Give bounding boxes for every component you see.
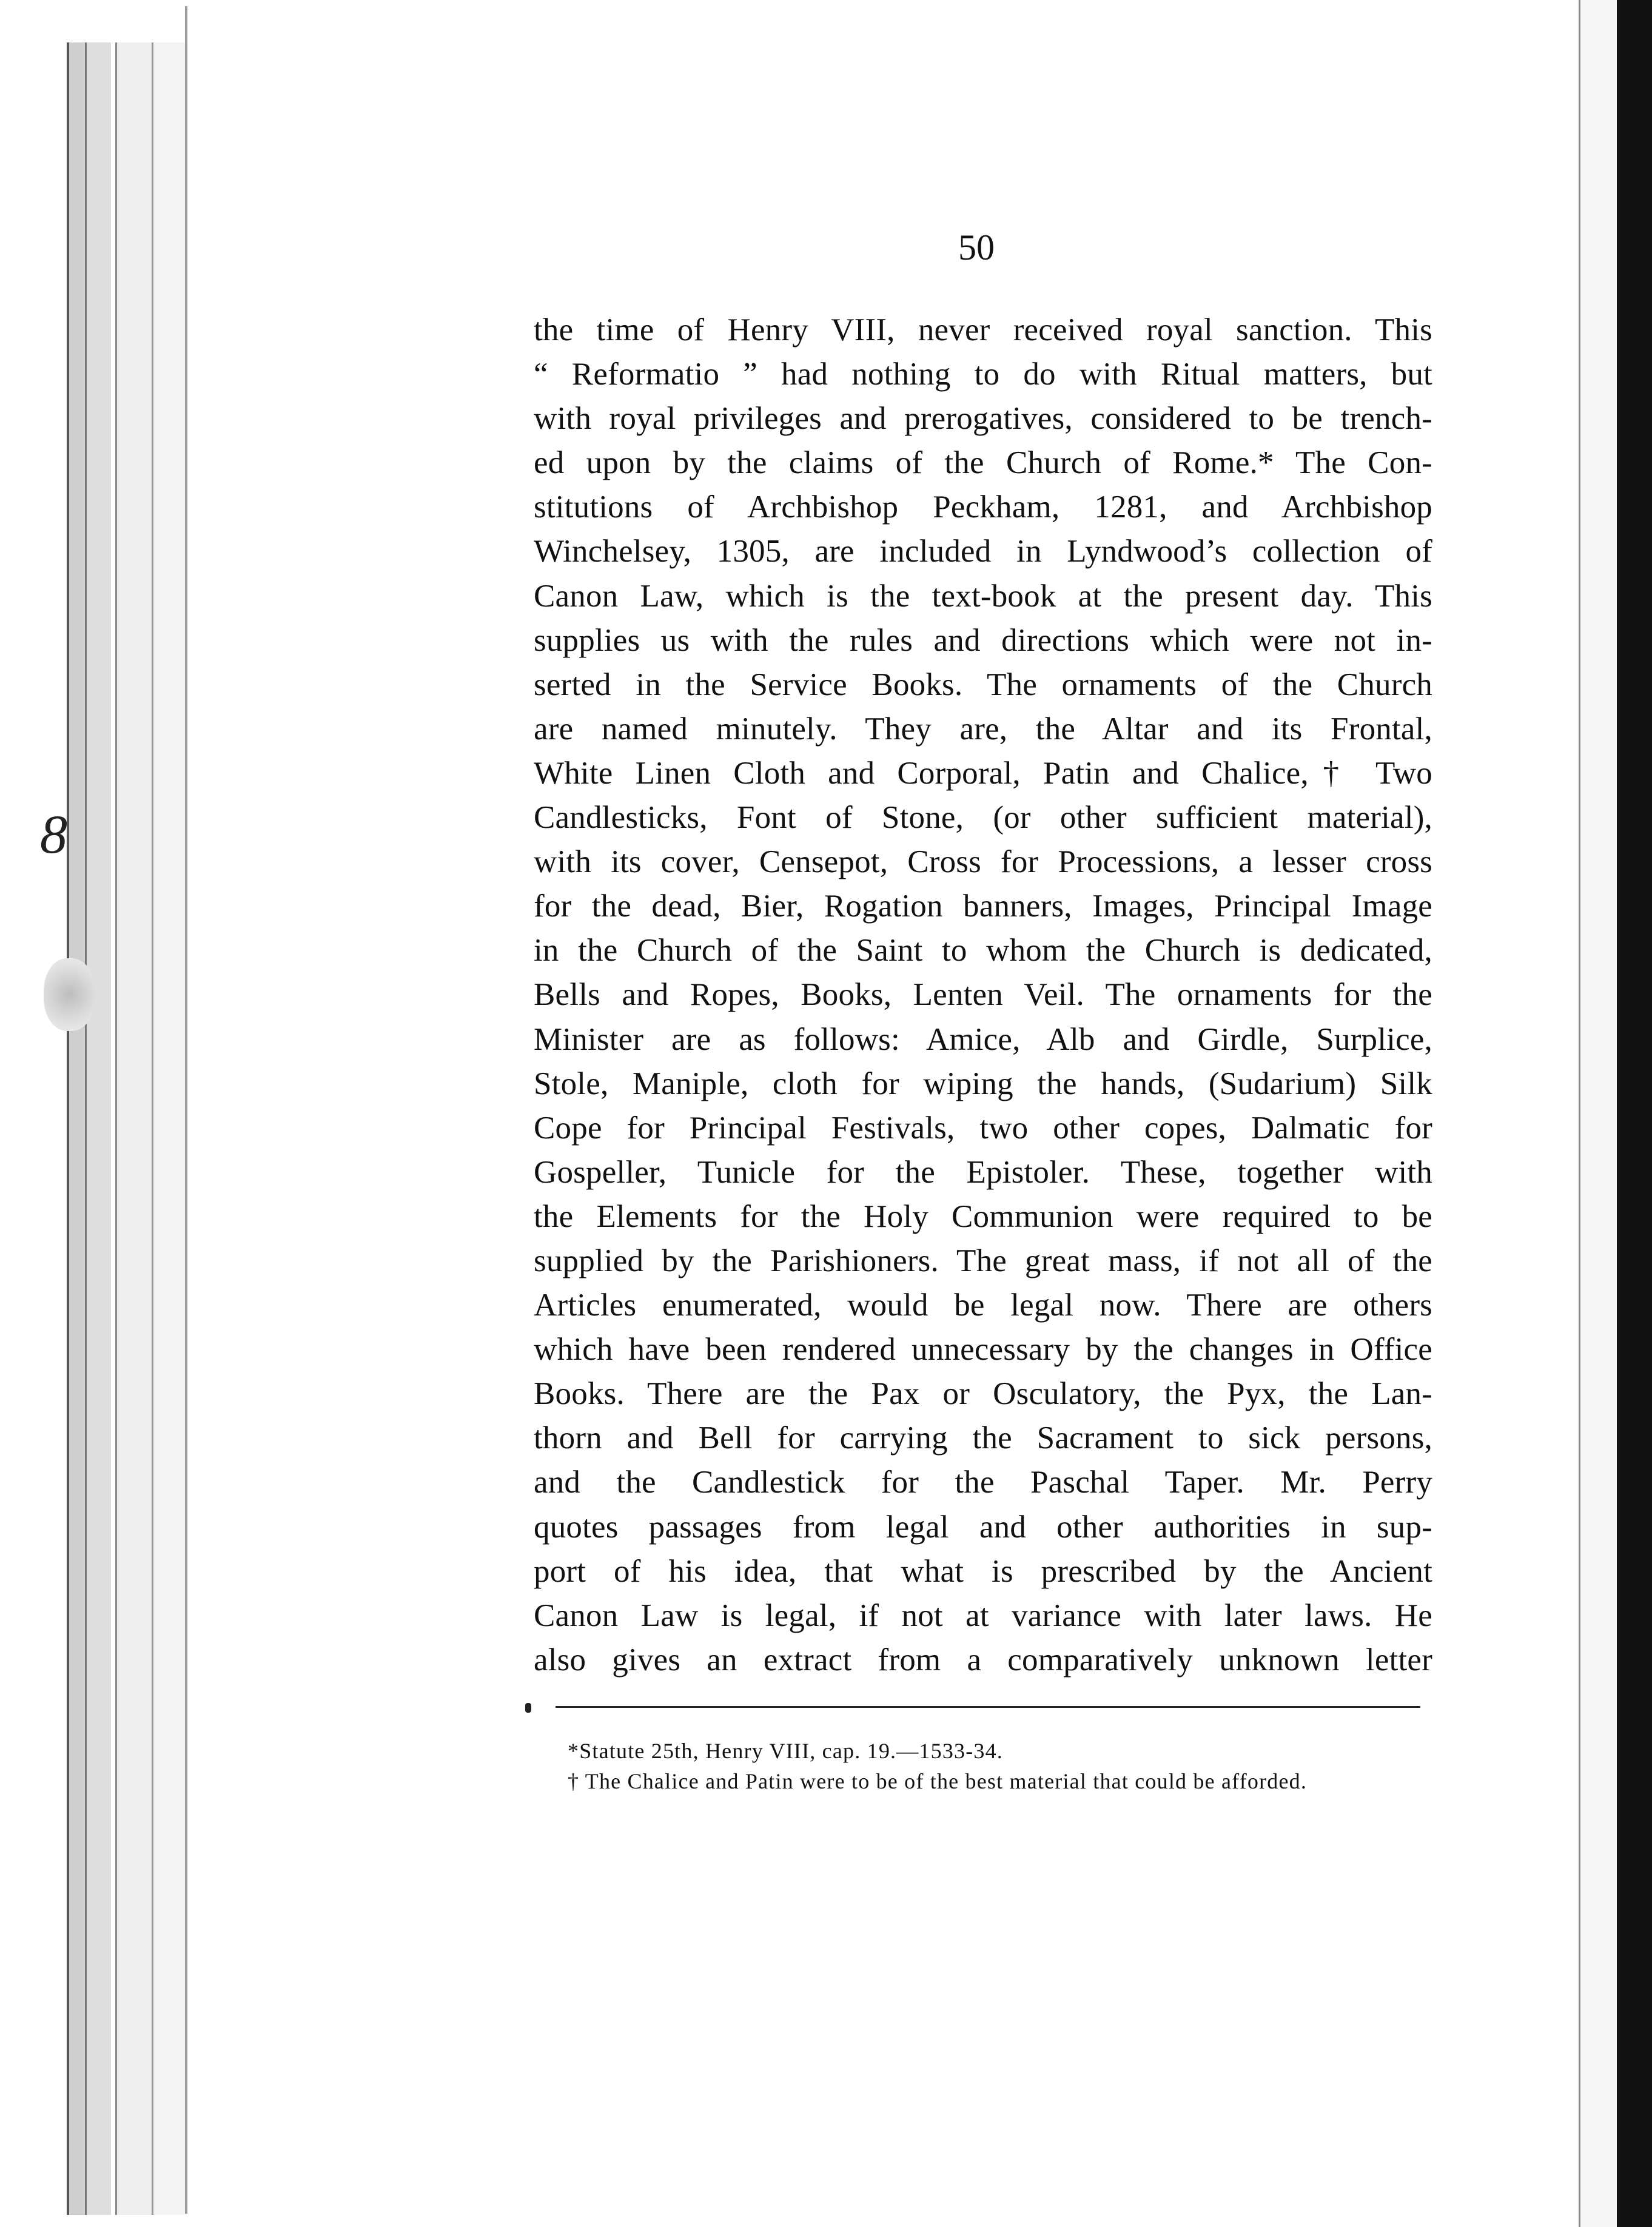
book-edge-strip <box>67 42 85 2215</box>
text-line: thorn and Bell for carrying the Sacrament to sick persons, <box>534 1420 1432 1456</box>
text-line: stitutions of Archbishop Peckham, 1281, and Archbishop <box>534 489 1432 525</box>
text-line: Bells and Ropes, Books, Lenten Veil. The ornaments for the <box>534 977 1432 1013</box>
text-line: serted in the Service Books. The ornaments of the Church <box>534 667 1432 702</box>
text-line: and the Candlestick for the Paschal Taper. Mr. Perry <box>534 1465 1432 1500</box>
text-line: Canon Law is legal, if not at variance with later laws. He <box>534 1597 1432 1633</box>
text-line: with its cover, Censepot, Cross for Processions, a lesser cross <box>534 844 1432 880</box>
text-line: Cope for Principal Festivals, two other copes, Dalmatic for <box>534 1110 1432 1146</box>
book-edge-strip <box>152 42 187 2215</box>
text-line: in the Church of the Saint to whom the Church is dedicated, <box>534 933 1432 969</box>
footnote-divider <box>556 1706 1420 1708</box>
text-line: Articles enumerated, would be legal now. There are others <box>534 1288 1432 1323</box>
text-line: also gives an extract from a comparatively unknown letter <box>534 1642 1432 1678</box>
facing-page-edge <box>1579 0 1617 2227</box>
text-line: “ Reformatio ” had nothing to do with Ritual matters, but <box>534 357 1432 392</box>
body-text <box>534 308 1432 1682</box>
text-line: the time of Henry VIII, never received royal sanction. This <box>534 312 1432 348</box>
text-line: White Linen Cloth and Corporal, Patin and Chalice,† Two <box>534 755 1432 791</box>
text-line: the Elements for the Holy Communion were required to be <box>534 1198 1432 1234</box>
text-line: for the dead, Bier, Rogation banners, Images, Principal Image <box>534 888 1432 924</box>
text-line: Winchelsey, 1305, are included in Lyndwood’s collection of <box>534 534 1432 569</box>
handwritten-margin-mark: 8 <box>40 805 67 865</box>
rule-mark <box>525 1703 531 1713</box>
scan-border <box>1617 0 1652 2227</box>
text-line: port of his idea, that what is prescribed by the Ancient <box>534 1553 1432 1589</box>
text-line: which have been rendered unnecessary by the changes in Office <box>534 1332 1432 1368</box>
footnotes <box>543 1736 1432 1796</box>
text-line: supplies us with the rules and directions which were not in- <box>534 622 1432 658</box>
text-line: quotes passages from legal and other authorities in sup- <box>534 1509 1432 1545</box>
book-edge-strip <box>115 42 153 2215</box>
text-line: Gospeller, Tunicle for the Epistoler. These, together with <box>534 1154 1432 1190</box>
footnote: *Statute 25th, Henry VIII, cap. 19.—1533-34. <box>568 1739 1004 1763</box>
page-number: 50 <box>958 227 995 267</box>
text-line: ed upon by the claims of the Church of Rome.* The Con- <box>534 445 1432 481</box>
paper-blot <box>44 958 95 1031</box>
text-line: Books. There are the Pax or Osculatory, the Pyx, the Lan- <box>534 1376 1432 1412</box>
text-line: Stole, Maniple, cloth for wiping the hands, (Sudarium) Silk <box>534 1066 1432 1101</box>
book-edge-strip <box>85 42 111 2215</box>
text-line: Candlesticks, Font of Stone, (or other sufficient material), <box>534 800 1432 836</box>
text-line: are named minutely. They are, the Altar and its Frontal, <box>534 711 1432 747</box>
footnote: † The Chalice and Patin were to be of the best material that could be afforded. <box>568 1769 1308 1793</box>
text-line: Canon Law, which is the text-book at the present day. This <box>534 578 1432 614</box>
text-line: Minister are as follows: Amice, Alb and Girdle, Surplice, <box>534 1021 1432 1057</box>
text-line: supplied by the Parishioners. The great mass, if not all of the <box>534 1243 1432 1278</box>
text-line: with royal privileges and prerogatives, considered to be trench- <box>534 401 1432 437</box>
